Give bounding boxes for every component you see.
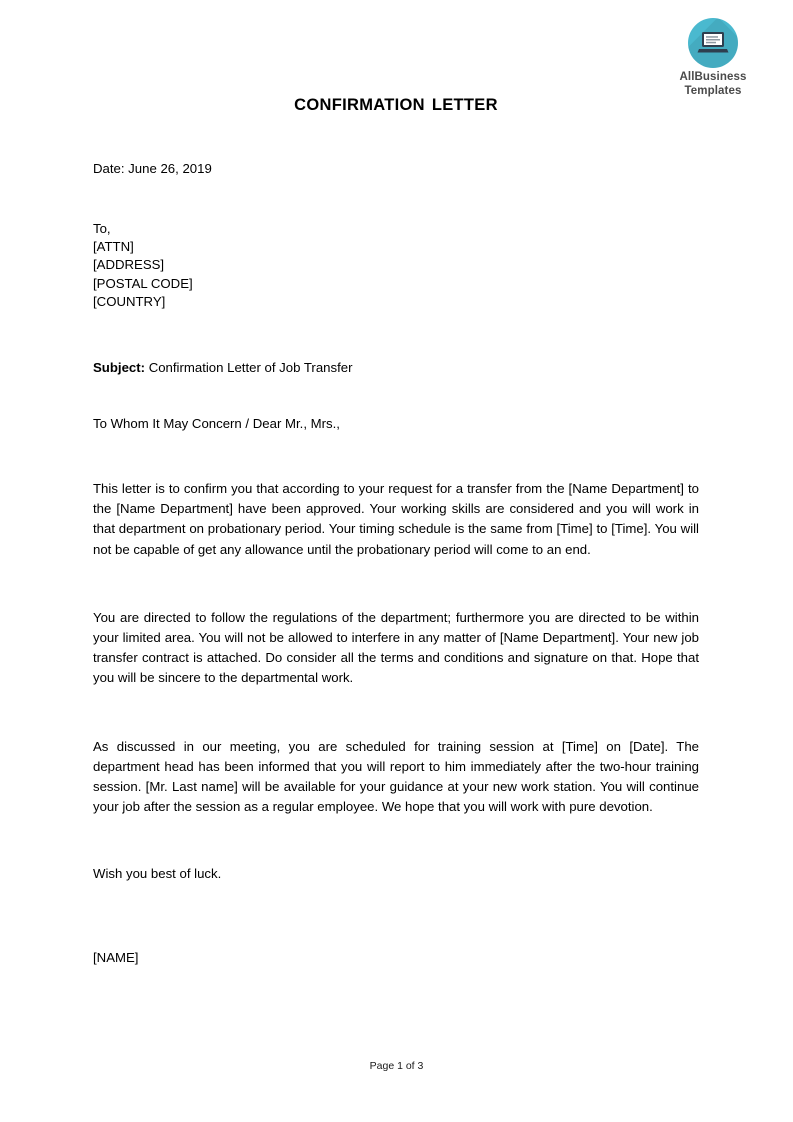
address-line-attn: [ATTN]	[93, 239, 134, 255]
brand-logo	[657, 18, 769, 98]
body-paragraph-3: As discussed in our meeting, you are scheduled for training session at [Time] on [Date]. The department head has been informed that you will report to him immediately after the two-hour training session. [Mr. Last name] will be available for your guidance at your new work station. You will continue your job after the session as a regular employee. We hope that you will work with pure devotion.	[93, 738, 699, 815]
title-word-2: LETTER	[431, 96, 498, 114]
date-line: Date: June 26, 2019	[93, 161, 212, 176]
signature-name: [NAME]	[93, 950, 139, 966]
page-title	[93, 96, 699, 115]
body-paragraph-2: You are directed to follow the regulations of the department; furthermore you are directed to be within your limited area. You will not be allowed to interfere in any matter of [Name Department]. Your new job transfer contract is attached. Do consider all the terms and conditions and signature on that. Hope that you will be sincere to the departmental work.	[93, 609, 699, 686]
closing-line: Wish you best of luck.	[93, 866, 222, 882]
recipient-address-block	[93, 220, 699, 311]
address-line-to: To,	[93, 221, 111, 236]
subject-value: Confirmation Letter of Job Transfer	[148, 360, 353, 376]
logo-circle	[688, 18, 738, 68]
address-line-postal-code: [POSTAL CODE]	[93, 275, 193, 291]
logo-brand-line2: Templates	[684, 84, 742, 97]
title-word-1: CONFIRMATION	[294, 96, 425, 114]
subject-line	[93, 359, 699, 377]
salutation: To Whom It May Concern / Dear Mr., Mrs.,	[93, 416, 340, 432]
address-line-country: [COUNTRY]	[93, 293, 166, 309]
letter-content	[93, 160, 699, 967]
body-paragraph-1: This letter is to confirm you that according to your request for a transfer from the [Name Department] to the [Name Department] have been approved. Your working skills are considered and you will work in that department on probationary period. Your timing schedule is the same from [Time] to [Time]. You will not be capable of get any allowance until the probationary period will come to an end.	[93, 481, 699, 557]
address-line-street: [ADDRESS]	[93, 257, 165, 273]
logo-brand-text	[657, 71, 769, 98]
laptop-icon	[688, 18, 738, 68]
page-footer: Page 1 of 3	[369, 1060, 424, 1072]
subject-label: Subject:	[93, 360, 146, 376]
logo-brand-line1: AllBusiness	[679, 71, 747, 83]
